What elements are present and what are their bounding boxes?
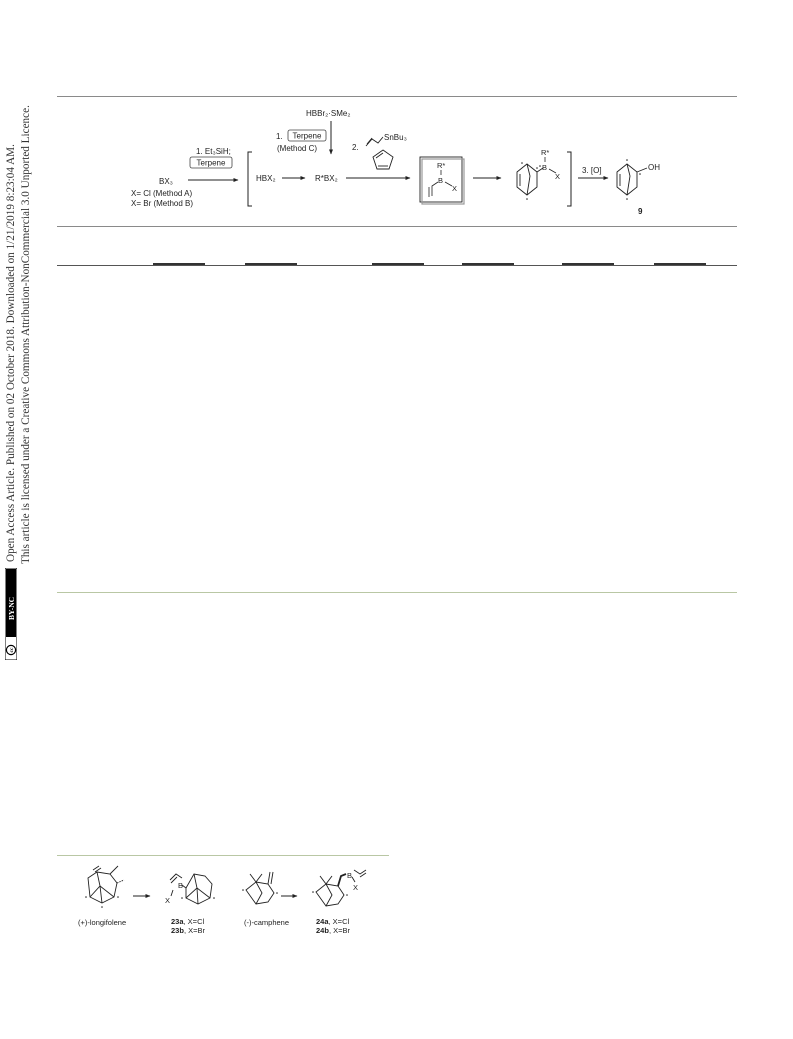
hbx2-label: HBX₂ bbox=[256, 174, 276, 183]
product-oh: OH bbox=[648, 163, 660, 172]
borane-23-b: B bbox=[178, 881, 184, 890]
compound-24a-x: , X=Cl bbox=[328, 917, 350, 926]
reagent-hbbr2-sme2: HBBr₂·SMe₂ bbox=[306, 109, 351, 118]
vinylborane-b: B bbox=[438, 176, 444, 185]
compound-24b-number: 24b bbox=[316, 926, 329, 935]
compound-23b-label bbox=[171, 926, 205, 935]
adduct-r: R* bbox=[541, 148, 550, 157]
sidebar-published-text: Open Access Article. Published on 02 October 2018. Downloaded on 1/21/2019 8:23:04 AM. bbox=[5, 144, 17, 562]
compound-24b-label bbox=[316, 926, 350, 935]
method-c-label: (Method C) bbox=[277, 144, 318, 153]
compound-23a-number: 23a bbox=[171, 917, 184, 926]
compound-23b-number: 23b bbox=[171, 926, 184, 935]
camphene-label: (-)-camphene bbox=[244, 918, 290, 927]
stannane-label: SnBu₃ bbox=[384, 133, 407, 142]
compound-23a-x: , X=Cl bbox=[183, 917, 205, 926]
camphene-structure bbox=[242, 872, 278, 904]
step3-oxidation: 3. [O] bbox=[582, 166, 602, 175]
borane-24-x: X bbox=[353, 883, 359, 892]
adduct-b: B bbox=[542, 163, 548, 172]
longifolene-label: (+)-longifolene bbox=[78, 918, 127, 927]
step1-et3sih: 1. Et₃SiH; bbox=[196, 147, 231, 156]
compound-23a-label bbox=[171, 917, 204, 926]
step2-number: 2. bbox=[352, 143, 359, 152]
adduct-x: X bbox=[555, 172, 561, 181]
compound-23b-x: , X=Br bbox=[183, 926, 205, 935]
method-a-label: X= Cl (Method A) bbox=[131, 189, 193, 198]
vinylborane-r: R* bbox=[437, 161, 446, 170]
cc-badge-text: BY-NC bbox=[7, 596, 16, 620]
vinylborane-x: X bbox=[452, 184, 458, 193]
terpene-label-ab: Terpene bbox=[196, 158, 226, 168]
bx3-label: BX₃ bbox=[159, 177, 173, 186]
rbx2-label: R*BX₂ bbox=[315, 174, 338, 183]
sidebar-license-text: This article is licensed under a Creative Commons Attribution-NonCommercial 3.0 Unported Licence. bbox=[20, 105, 32, 564]
cc-badge-label: cc bbox=[9, 647, 16, 653]
compound-24a-number: 24a bbox=[316, 917, 329, 926]
borane-23-structure bbox=[170, 874, 215, 904]
step1-c-number: 1. bbox=[276, 132, 283, 141]
terpene-label-c: Terpene bbox=[292, 131, 322, 141]
borane-24-b: B bbox=[347, 871, 353, 880]
product-number: 9 bbox=[638, 207, 643, 216]
compound-24b-x: , X=Br bbox=[328, 926, 350, 935]
longifolene-structure bbox=[85, 866, 124, 908]
compound-24a-label bbox=[316, 917, 349, 926]
method-b-label: X= Br (Method B) bbox=[131, 199, 194, 208]
borane-23-x: X bbox=[165, 896, 171, 905]
